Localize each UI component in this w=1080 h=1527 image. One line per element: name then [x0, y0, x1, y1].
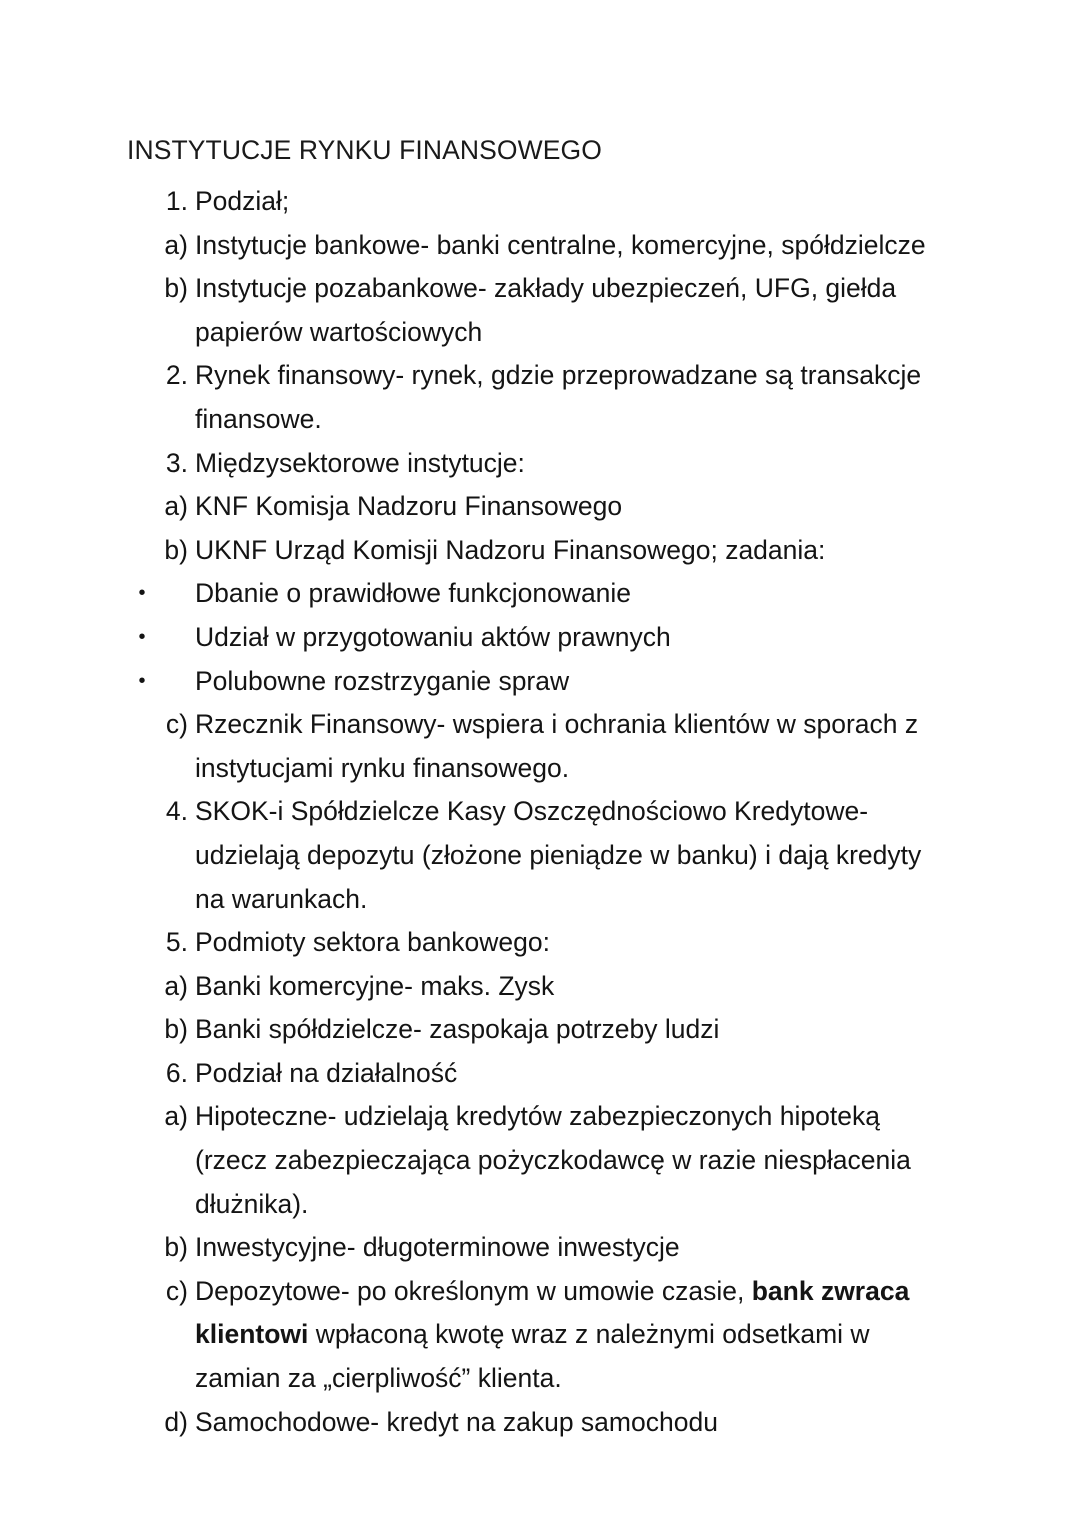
list-item-text: zamian za „cierpliwość” klienta. [195, 1363, 562, 1394]
list-item-text: Rynek finansowy- rynek, gdzie przeprowadzane są transakcje [195, 360, 922, 391]
list-marker: b) [164, 273, 188, 304]
list-item-text: Banki komercyjne- maks. Zysk [195, 970, 555, 1001]
list-item [0, 267, 1080, 311]
list-item [0, 834, 1080, 878]
outline-list [0, 180, 1080, 1444]
bullet-icon: • [138, 625, 146, 648]
list-item [0, 572, 1080, 616]
list-item [0, 485, 1080, 529]
list-marker: b) [164, 534, 188, 565]
list-marker: a) [164, 970, 188, 1001]
page-title: INSTYTUCJE RYNKU FINANSOWEGO [127, 135, 602, 165]
list-item [0, 354, 1080, 398]
list-item [0, 790, 1080, 834]
list-item-text: Samochodowe- kredyt na zakup samochodu [195, 1406, 718, 1437]
list-item-text: KNF Komisja Nadzoru Finansowego [195, 491, 623, 522]
list-item-text: Dbanie o prawidłowe funkcjonowanie [195, 578, 632, 609]
list-item [0, 398, 1080, 442]
list-marker: 5. [165, 927, 188, 958]
list-item-text: Podział; [195, 186, 290, 216]
list-item-text: udzielają depozytu (złożone pieniądze w banku) i dają kredyty [195, 839, 922, 870]
list-item-text: Podmioty sektora bankowego: [195, 927, 551, 958]
list-marker: 4. [165, 796, 188, 827]
bullet-icon: • [138, 669, 146, 692]
list-item-text: instytucjami rynku finansowego. [195, 752, 570, 783]
bullet-icon: • [138, 582, 146, 605]
list-item-text: Instytucje bankowe- banki centralne, komercyjne, spółdzielcze [195, 229, 926, 260]
list-item [0, 180, 1080, 224]
list-item [0, 1008, 1080, 1052]
list-item-text: Inwestycyjne- długoterminowe inwestycje [195, 1232, 680, 1263]
list-item [0, 1226, 1080, 1270]
list-item-text [195, 1270, 950, 1314]
list-item-text-run: Depozytowe- po określonym w umowie czasie, [195, 1275, 752, 1306]
list-marker: 6. [165, 1057, 188, 1088]
emphasis-text: klientowi [195, 1319, 309, 1350]
list-item [0, 529, 1080, 573]
list-marker: c) [165, 1275, 188, 1306]
list-item-text: Udział w przygotowaniu aktów prawnych [195, 621, 671, 652]
list-marker: d) [164, 1406, 188, 1437]
list-item [0, 1270, 1080, 1314]
list-item-text: na warunkach. [195, 883, 368, 914]
list-item [0, 747, 1080, 791]
list-marker: 3. [165, 447, 188, 478]
list-marker: 1. [165, 186, 188, 216]
list-marker: b) [164, 1232, 188, 1263]
list-item [0, 1052, 1080, 1096]
list-item-text-run: wpłaconą kwotę wraz z należnymi odsetkami w [308, 1319, 870, 1350]
list-marker: a) [164, 229, 188, 260]
list-item-text: Polubowne rozstrzyganie spraw [195, 665, 570, 696]
list-item [0, 878, 1080, 922]
list-item-text: Hipoteczne- udzielają kredytów zabezpieczonych hipoteką [195, 1101, 880, 1132]
list-item-text: SKOK-i Spółdzielcze Kasy Oszczędnościowo Kredytowe- [195, 796, 869, 827]
list-item [0, 1401, 1080, 1445]
list-item [0, 1095, 1080, 1139]
list-item-text: papierów wartościowych [195, 316, 483, 347]
list-item-text: (rzecz zabezpieczająca pożyczkodawcę w razie niespłacenia [195, 1145, 911, 1176]
list-item [0, 703, 1080, 747]
list-item-text: dłużnika). [195, 1188, 309, 1219]
list-item [0, 1357, 1080, 1401]
list-item [0, 1313, 1080, 1357]
list-item-text: Banki spółdzielcze- zaspokaja potrzeby ludzi [195, 1014, 720, 1045]
list-item-text: Rzecznik Finansowy- wspiera i ochrania klientów w sporach z [195, 709, 919, 740]
list-marker: a) [164, 1101, 188, 1132]
list-marker: 2. [165, 360, 188, 391]
list-marker: c) [165, 709, 188, 740]
list-item-text: Instytucje pozabankowe- zakłady ubezpieczeń, UFG, giełda [195, 273, 897, 304]
list-item [0, 616, 1080, 660]
list-item-text: finansowe. [195, 403, 322, 434]
list-marker: b) [164, 1014, 188, 1045]
list-item [0, 311, 1080, 355]
list-item [0, 224, 1080, 268]
list-item-text [195, 1313, 950, 1357]
list-item [0, 965, 1080, 1009]
list-item-text: Podział na działalność [195, 1057, 458, 1088]
list-item [0, 1139, 1080, 1183]
list-item-text: Międzysektorowe instytucje: [195, 447, 525, 478]
list-item [0, 1183, 1080, 1227]
emphasis-text: bank zwraca [751, 1275, 910, 1306]
list-item [0, 442, 1080, 486]
list-item [0, 660, 1080, 704]
list-marker: a) [164, 491, 188, 522]
list-item [0, 921, 1080, 965]
list-item-text: UKNF Urząd Komisji Nadzoru Finansowego; zadania: [195, 534, 826, 565]
